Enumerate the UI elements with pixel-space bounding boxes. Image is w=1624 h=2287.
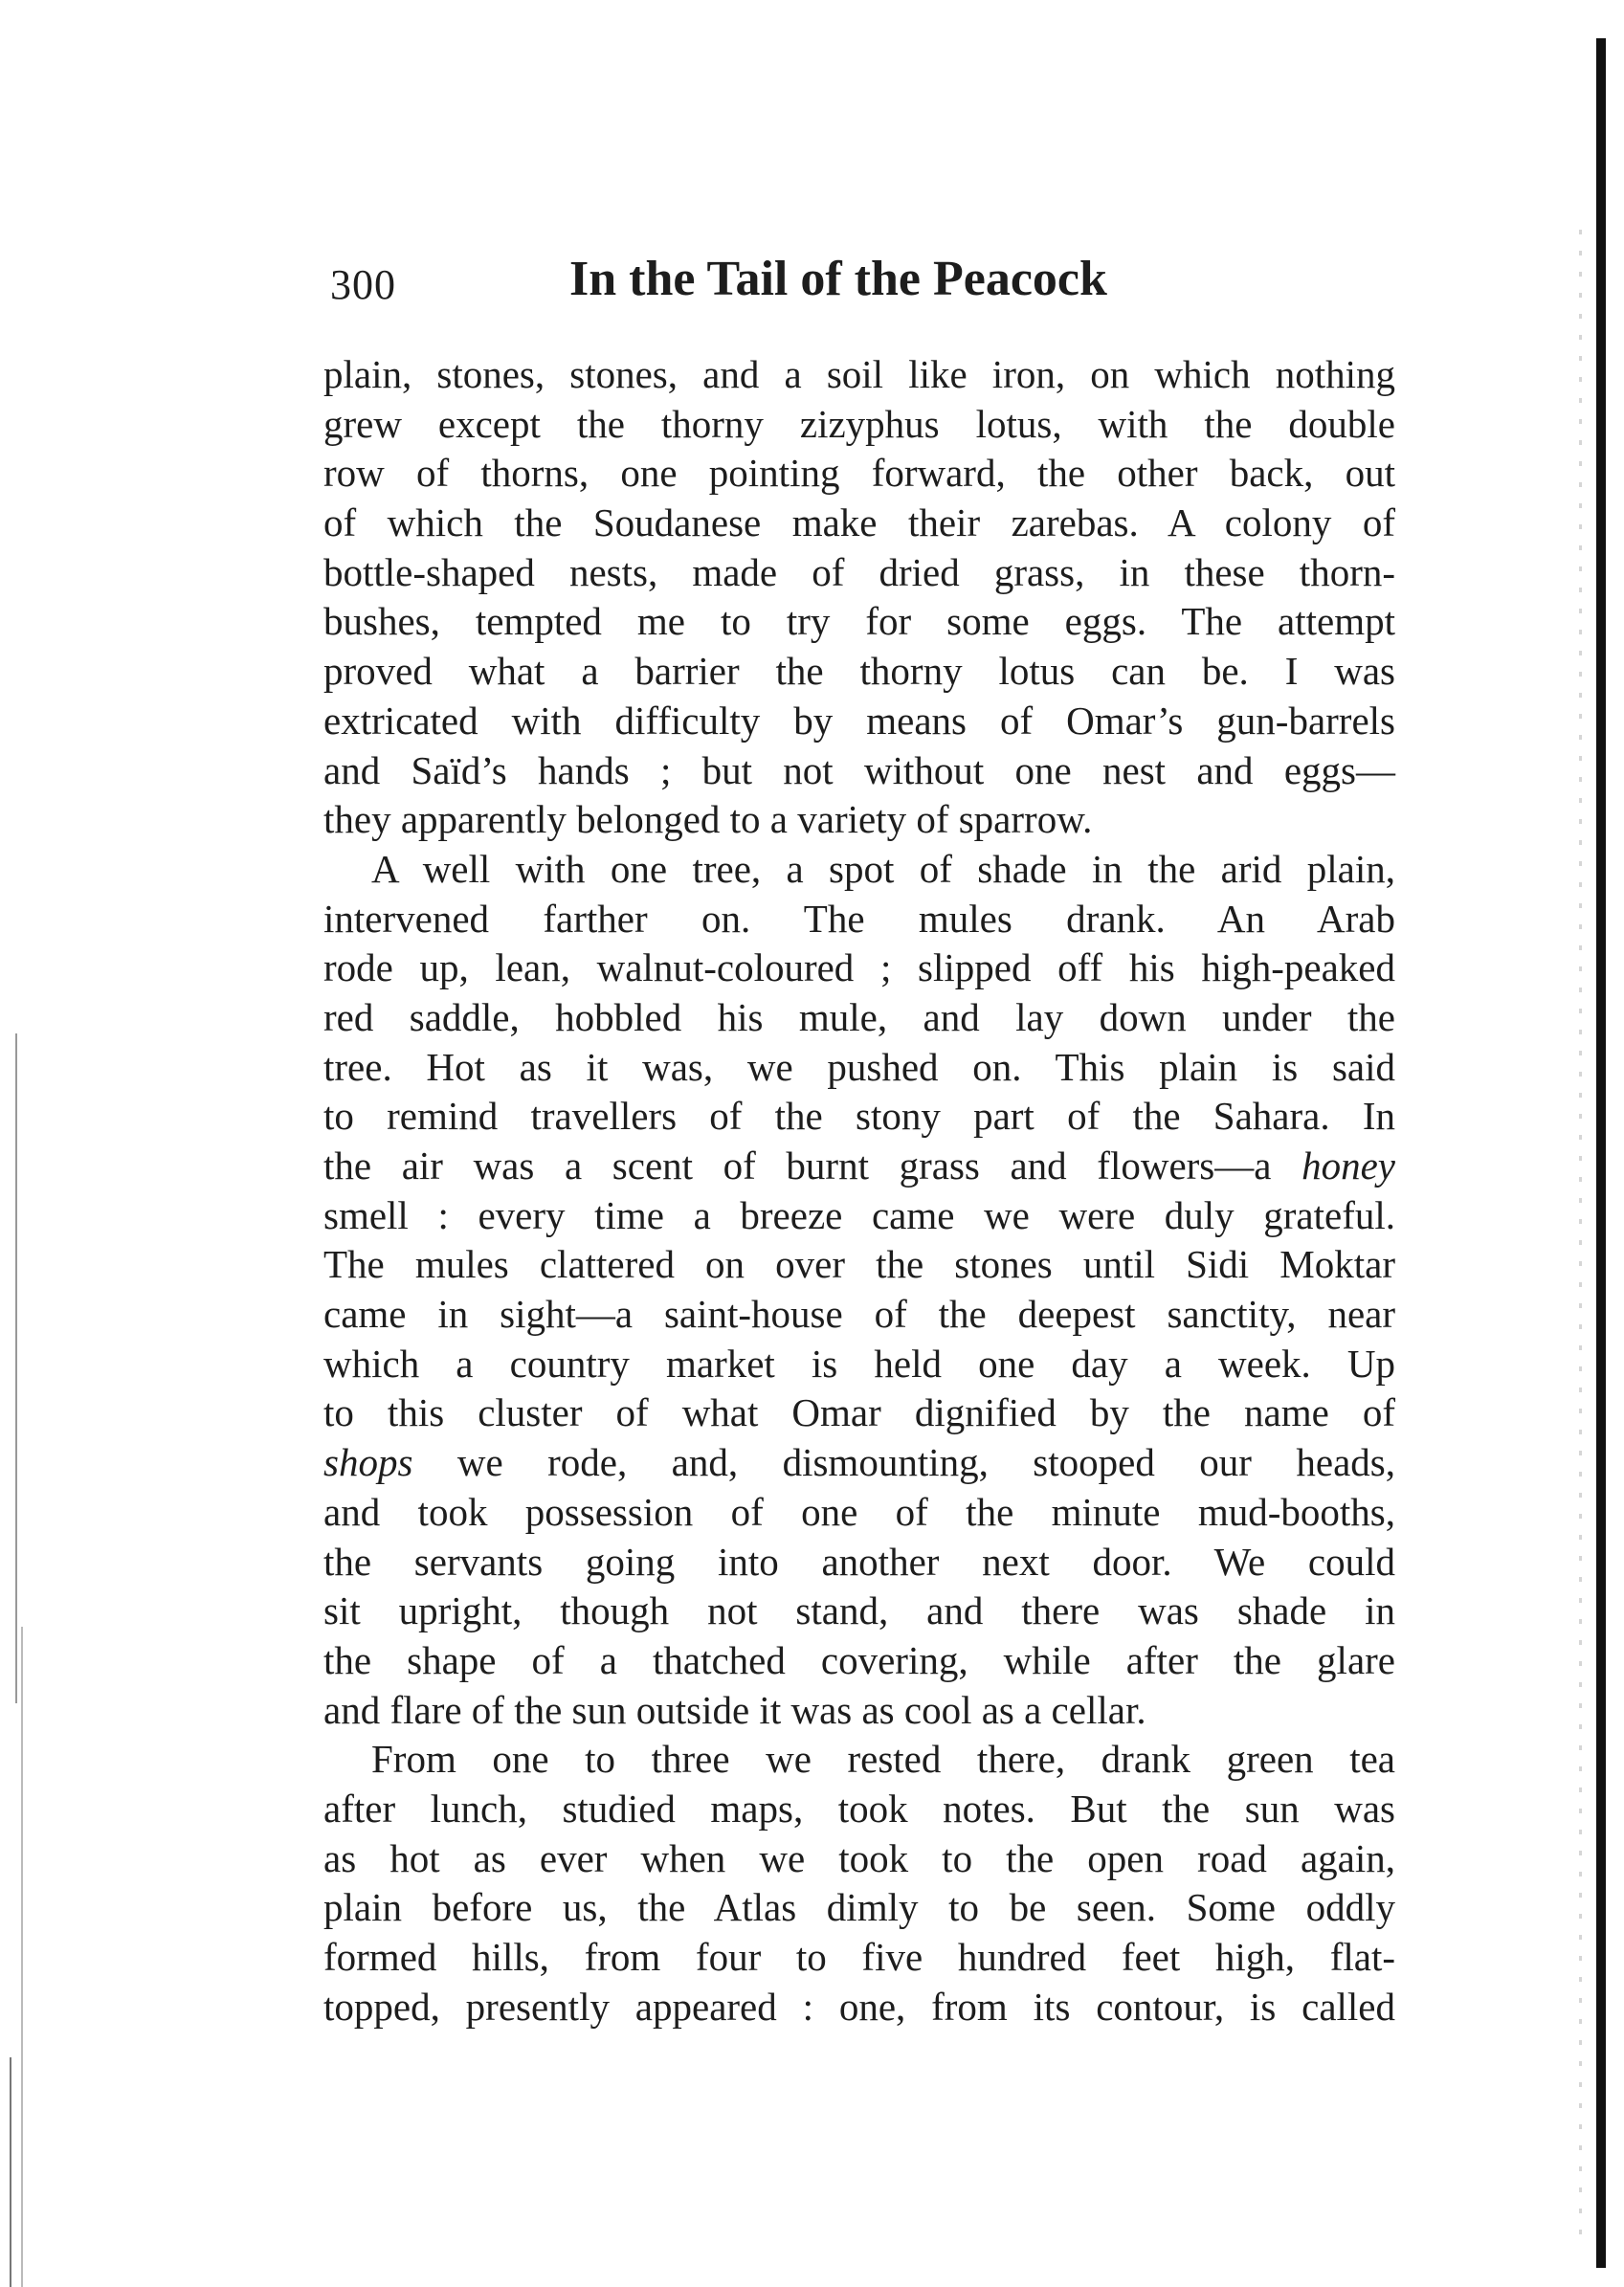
text-line: bottle-shaped nests, made of dried grass, in these thorn-	[323, 549, 1395, 594]
text-line: the shape of a thatched covering, while after the glare	[323, 1637, 1395, 1682]
italic-word: shops	[323, 1440, 413, 1485]
text-line: red saddle, hobbled his mule, and lay down under the	[323, 994, 1395, 1039]
text-line: came in sight—a saint-house of the deepest sanctity, near	[323, 1292, 1395, 1337]
text-line	[323, 1438, 1395, 1488]
text-line: bushes, tempted me to try for some eggs. The attempt	[323, 599, 1395, 644]
text-line: plain, stones, stones, and a soil like iron, on which nothing	[323, 352, 1395, 396]
body-text	[323, 350, 1395, 2032]
scan-edge-left	[21, 1627, 23, 2287]
text-line: extricated with difficulty by means of Omar’s gun-barrels	[323, 698, 1395, 743]
text-line: tree. Hot as it was, we pushed on. This plain is said	[323, 1044, 1395, 1089]
text-line: to remind travellers of the stony part of the Sahara. In	[323, 1094, 1395, 1139]
text-line: which a country market is held one day a week. Up	[323, 1341, 1395, 1386]
running-head	[330, 251, 1392, 318]
text-line: row of thorns, one pointing forward, the other back, out	[323, 451, 1395, 496]
text-line: rode up, lean, walnut-coloured ; slipped off his high-peaked	[323, 945, 1395, 990]
page-number: 300	[330, 261, 396, 308]
text-line: the servants going into another next door. We could	[323, 1539, 1395, 1584]
scan-edge-left	[15, 1033, 17, 1703]
text-line: and took possession of one of the minute mud-booths,	[323, 1489, 1395, 1534]
line-text: we rode, and, dismounting, stooped our heads,	[456, 1440, 1395, 1485]
text-line: and flare of the sun outside it was as cool as a cellar.	[323, 1687, 1146, 1732]
line-text: the air was a scent of burnt grass and flowers—a	[323, 1144, 1272, 1188]
italic-word: honey	[1301, 1144, 1395, 1188]
text-line: intervened farther on. The mules drank. An Arab	[323, 896, 1395, 941]
scan-edge-left	[10, 2057, 11, 2287]
text-line: smell : every time a breeze came we were duly grateful.	[323, 1192, 1395, 1237]
text-line: sit upright, though not stand, and there was shade in	[323, 1588, 1395, 1633]
text-line: plain before us, the Atlas dimly to be seen. Some oddly	[323, 1885, 1395, 1930]
running-title: In the Tail of the Peacock	[569, 252, 1107, 306]
text-line: as hot as ever when we took to the open road again,	[323, 1835, 1395, 1880]
scan-edge-shadow	[1579, 230, 1582, 2239]
scan-edge-right	[1596, 38, 1606, 2268]
text-line: The mules clattered on over the stones until Sidi Moktar	[323, 1242, 1395, 1287]
text-line: formed hills, from four to five hundred feet high, flat-	[323, 1935, 1395, 1979]
text-line: grew except the thorny zizyphus lotus, with the double	[323, 401, 1395, 446]
text-line: they apparently belonged to a variety of sparrow.	[323, 797, 1093, 842]
text-line: to this cluster of what Omar dignified by the name of	[323, 1390, 1395, 1435]
text-line: From one to three we rested there, drank green tea	[371, 1737, 1395, 1782]
text-line	[323, 1142, 1395, 1191]
text-line: topped, presently appeared : one, from its contour, is called	[323, 1984, 1395, 2029]
text-line: after lunch, studied maps, took notes. But the sun was	[323, 1786, 1395, 1831]
text-line: A well with one tree, a spot of shade in the arid plain,	[371, 846, 1395, 891]
text-line: proved what a barrier the thorny lotus can be. I was	[323, 649, 1395, 694]
text-line: of which the Soudanese make their zarebas. A colony of	[323, 500, 1395, 545]
text-line: and Saïd’s hands ; but not without one nest and eggs—	[323, 747, 1395, 792]
